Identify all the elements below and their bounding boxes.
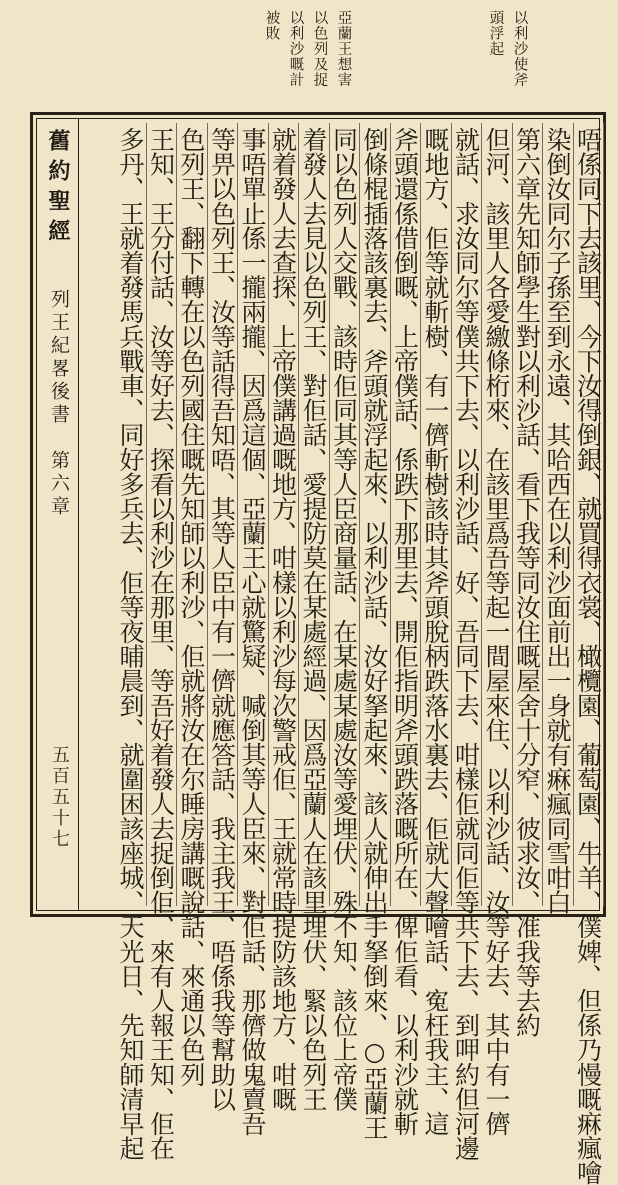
text-column: 但河、該里人各愛繳條桁來、在該里爲吾等起一間屋來住、以利沙話、汝等好去、其中有一儕	[482, 127, 511, 1136]
running-header	[37, 119, 79, 910]
text-column: 就話、求汝同尔等僕共下去、以利沙話、好、吾同下去、咁樣佢就同佢等共下去、到呷約但河邊	[451, 127, 481, 1161]
column-rule	[146, 123, 147, 906]
margin-notes-right	[458, 10, 536, 110]
column-rule	[237, 123, 238, 906]
text-column: 事唔單止係一攏兩攏、因爲這個、亞蘭王心就驚疑、喊倒其等人臣來、對佢話、那儕做鬼賣吾	[238, 127, 267, 1136]
column-rule	[542, 123, 543, 906]
text-column: 唔係同下去該里、今下汝得倒銀、就買得衣裳、橄欖園、葡萄園、牛羊、僕婢、但係乃慢嘅痳瘋噲	[573, 127, 603, 1185]
margin-note: 亞蘭王想害	[335, 10, 352, 88]
column-rule	[176, 123, 177, 906]
text-column: 斧頭還係借倒嘅、上帝僕話、係跌下那里去、開佢指明斧頭跌落嘅所在、俾佢看、以利沙就斬	[390, 127, 420, 1136]
text-column: 色列王、翻下轉在以色列國住嘅先知師以利沙、佢就將汝在尔睡房講嘅說話、來通以色列	[177, 127, 206, 1087]
frame-inner	[36, 118, 603, 1185]
text-column: 等畀以色列王、汝等話得吾知唔、其等人臣中有一儕就應答話、我主我王、唔係我等幫助以	[207, 127, 237, 1112]
text-column: 王知、王分付話、汝等好去、探看以利沙在那里、等吾好着發人去捉倒佢、來有人報王知、佢在	[146, 127, 176, 1161]
margin-note: 以色列及捉	[311, 10, 328, 88]
margin-note: 以利沙嘅計	[287, 10, 304, 88]
page-number: 五百五十七	[49, 745, 70, 850]
text-column: 倒條棍插落該裏去、斧頭就浮起來、以利沙話、汝好拏起來、該人就伸出手拏倒來、○亞蘭王	[360, 127, 389, 1140]
text-column: 多丹、王就着發馬兵戰車、同好多兵去、佢等夜晡晨到、就圍困該座城、天光日、先知師清早起	[116, 127, 145, 1161]
text-column: 嘅地方、佢等就斬樹、有一儕斬樹該時其斧頭脫柄跌落水裏去、佢就大聲噲話、寃枉我主、這	[421, 127, 450, 1136]
column-rule	[268, 123, 269, 906]
text-column: 就着發人去查探、上帝僕講過嘅地方、咁樣以利沙每次警戒佢、王就常時提防該地方、咁嘅	[268, 127, 298, 1112]
column-rule	[207, 123, 208, 906]
column-rule	[359, 123, 360, 906]
text-column: 同以色列人交戰、該時佢同其等人臣商量話、在某處某處汝等愛埋伏、殊不知、該位上帝僕	[329, 127, 359, 1112]
column-rule	[481, 123, 482, 906]
column-rule	[451, 123, 452, 906]
text-column: 第六章先知師學生對以利沙話、看下我等同汝住嘅屋舍十分窄、彼求汝、准我等去約	[512, 127, 542, 1038]
margin-note: 被敗	[263, 10, 280, 41]
column-rule	[390, 123, 391, 906]
margin-notes-left	[252, 10, 360, 110]
column-rule	[329, 123, 330, 906]
text-column: 染倒汝同尔子孫至到永遠、其哈西在以利沙面前出一身就有痳瘋同雪咁白	[543, 127, 572, 915]
column-rule	[512, 123, 513, 906]
chapter-reference: 列王紀畧後書 第六章	[48, 289, 70, 519]
text-column: 着發人去見以色列王、對佢話、愛提防莫在某處經過、因爲亞蘭人在該里埋伏、緊以色列王	[299, 127, 328, 1112]
text-frame	[30, 112, 606, 1185]
column-rule	[573, 123, 574, 906]
margin-note: 頭浮起	[487, 10, 504, 57]
body-text	[79, 119, 603, 1185]
column-rule	[603, 123, 604, 906]
margin-note: 以利沙使斧	[511, 10, 528, 88]
book-title: 舊約聖經	[45, 129, 71, 249]
column-rule	[298, 123, 299, 906]
column-rule	[420, 123, 421, 906]
